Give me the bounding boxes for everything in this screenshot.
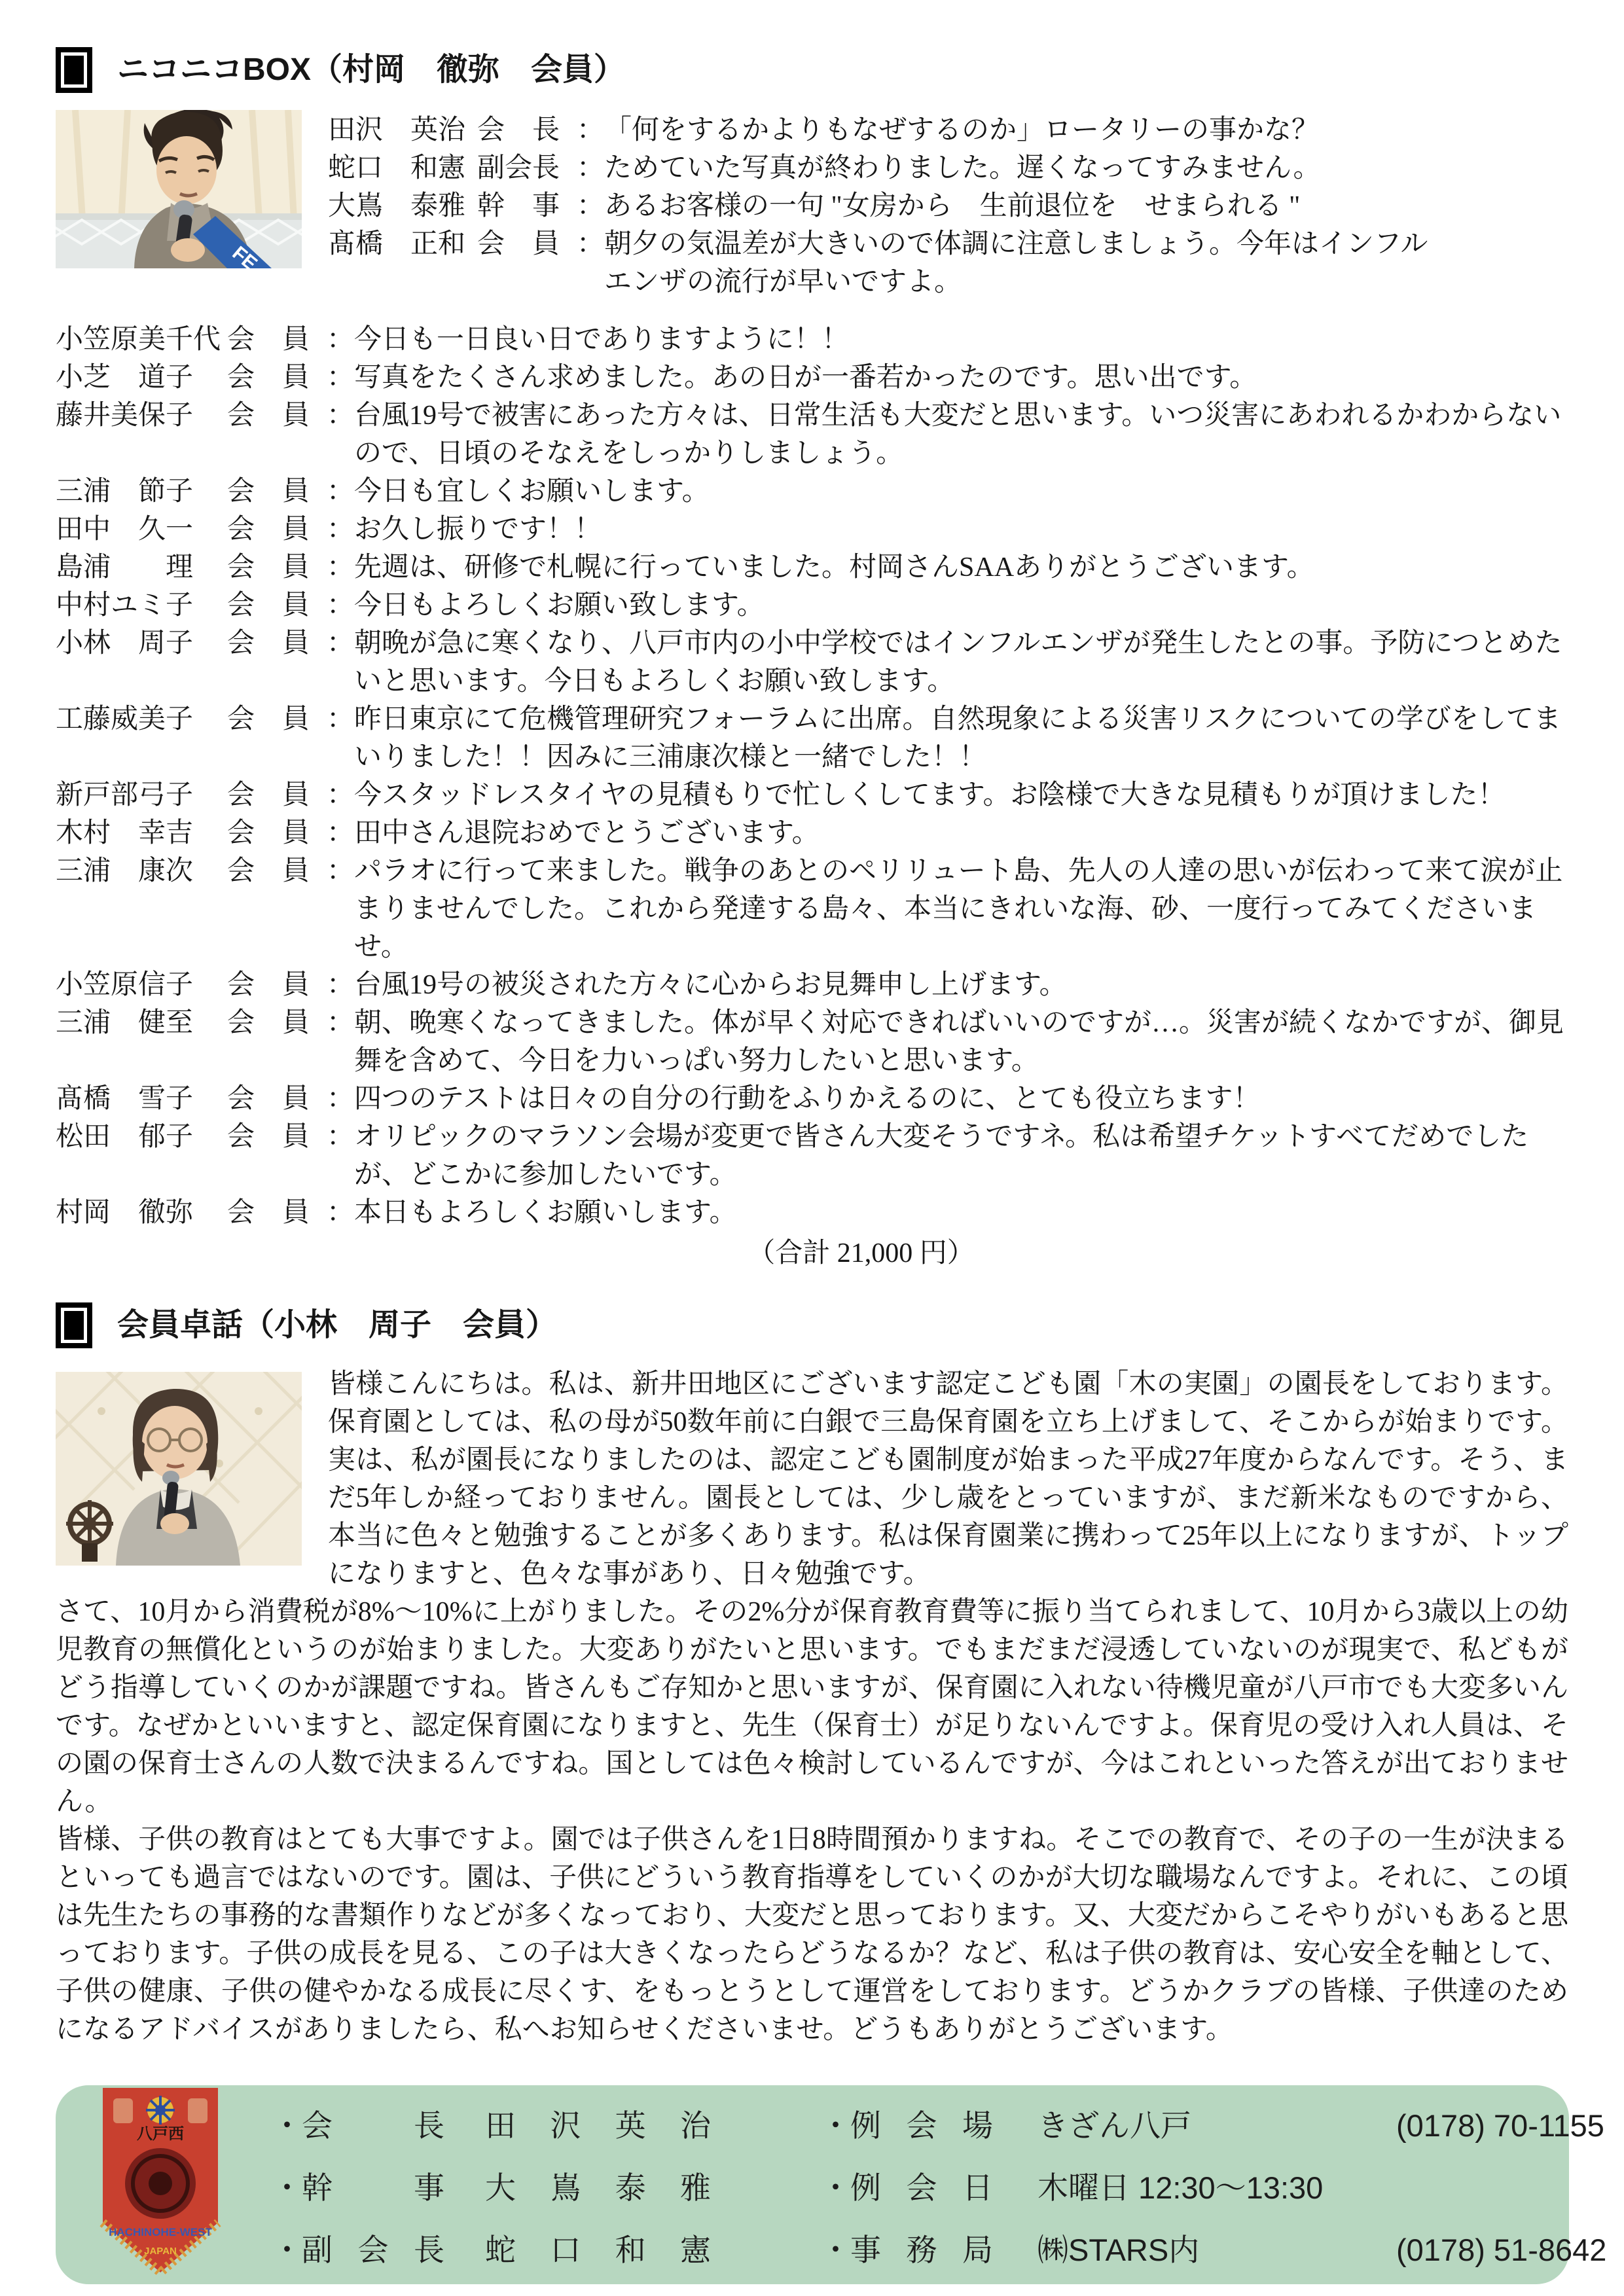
member-name: 髙橋 雪子 bbox=[56, 1084, 194, 1114]
footer-officers-column bbox=[272, 2094, 711, 2281]
member-comment-row bbox=[56, 397, 1568, 473]
talk-paragraph-3: 皆様、子供の教育はとても大事ですよ。園では子供さんを1日8時間預かりますね。そこでの教育で、その子の一生が決まるといっても過言ではないのです。園は、子供にどういう教育指導をしていくのかが大切な職場なんですよ。それに、この頃は先生たちの事務的な書類作りなどが多くなっており、大変だと思っております。又、大変だからこそやりがいもあると思っております。子供の成長を見る、この子は大きくなったらどうなるか？など、私は子供の教育は、安心安全を軸として、子供の健康、子供の健やかなる成長に尽くす、をもっとうとして運営をしております。どうかクラブの皆様、子供達のためになるアドバイスがありましたら、私へお知らせくださいませ。どうもありがとうございます。 bbox=[56, 1825, 1568, 2045]
officer-message: 「何をするかよりもなぜするのか」ロータリーの事かな？ bbox=[604, 115, 1320, 145]
colon-separator: ： bbox=[577, 191, 605, 221]
footer-officer-label: 副会長 bbox=[302, 2232, 444, 2267]
member-message: 写真をたくさん求めました。あの日が一番若かったのです。思い出です。 bbox=[354, 363, 1257, 393]
footer-info-row bbox=[820, 2094, 1606, 2157]
officer-role: 会 員 bbox=[477, 229, 560, 259]
club-info-footer bbox=[56, 2085, 1607, 2284]
officer-role: 幹 事 bbox=[477, 191, 560, 221]
section-square-icon bbox=[56, 1302, 92, 1348]
member-message: 先週は、研修で札幌に行っていました。村岡さんSAAありがとうございます。 bbox=[354, 552, 1314, 583]
footer-info-phone: (0178) 70-1155 bbox=[1396, 2108, 1604, 2143]
member-role: 会 員 bbox=[227, 856, 310, 886]
member-role: 会 員 bbox=[227, 970, 310, 1000]
colon-separator: ： bbox=[327, 1198, 355, 1228]
footer-info-value: きざん八戸 bbox=[1038, 2108, 1191, 2143]
colon-separator: ： bbox=[327, 1008, 355, 1038]
member-name: 小笠原信子 bbox=[56, 970, 194, 1000]
colon-separator: ： bbox=[327, 514, 355, 545]
member-name: 三浦 節子 bbox=[56, 476, 194, 507]
talk-paragraph-2: さて、10月から消費税が8%～10%に上がりました。その2%分が保育教育費等に振り当てられまして、10月から3歳以上の幼児教育の無償化というのが始まりました。大変ありがたいと思います。でもまだまだ浸透していないのが現実で、私どもがどう指導していくのかが課題ですね。皆さんもご存知かと思いますが、保育園に入れない待機児童が八戸市でも大変多いんです。なぜかといいますと、認定保育園になりますと、先生（保育士）が足りないんですよ。保育児の受け入れ人員は、その園の保育士さんの人数で決まるんですね。国としては色々検討しているんですが、今はこれといった答えが出ておりません。 bbox=[56, 1597, 1568, 1817]
colon-separator: ： bbox=[327, 590, 355, 620]
member-message: オリピックのマラソン会場が変更で皆さん大変そうですネ。私は希望チケットすべてだめでしたが、どこかに参加したいです。 bbox=[354, 1122, 1529, 1190]
bullet-icon: ・ bbox=[820, 2170, 851, 2205]
officer-name: 蛇口 和憲 bbox=[328, 153, 466, 183]
member-name: 松田 郁子 bbox=[56, 1122, 194, 1152]
officer-comment-row bbox=[328, 111, 1568, 149]
colon-separator: ： bbox=[327, 780, 355, 810]
member-name: 田中 久一 bbox=[56, 514, 194, 545]
bullet-icon: ・ bbox=[272, 2170, 302, 2205]
bullet-icon: ・ bbox=[272, 2108, 302, 2143]
nicobox-total-amount: （合計 21,000 円） bbox=[748, 1238, 975, 1268]
member-message: 台風19号の被災された方々に心からお見舞申し上げます。 bbox=[354, 970, 1067, 1000]
member-role: 会 員 bbox=[227, 590, 310, 620]
colon-separator: ： bbox=[577, 153, 605, 183]
member-comment-row bbox=[56, 1080, 1568, 1118]
svg-text:FE: FE bbox=[228, 242, 262, 268]
officer-comments bbox=[328, 110, 1568, 301]
member-comment-row bbox=[56, 511, 1568, 548]
talk-paragraph-1: 皆様こんにちは。私は、新井田地区にございます認定こども園「木の実園」の園長をしております。保育園としては、私の母が50数年前に白銀で三島保育園を立ち上げまして、そこからが始まりです。実は、私が園長になりましたのは、認定こども園制度が始まった平成27年度からなんです。そう、まだ5年しか経っておりません。園長としては、少し歳をとっていますが、まだ新米なものですから、本当に色々と勉強することが多くあります。私は保育園業に携わって25年以上になりますが、トップになりますと、色々な事があり、日々勉強です。 bbox=[328, 1369, 1568, 1589]
colon-separator: ： bbox=[327, 628, 355, 658]
colon-separator: ： bbox=[577, 229, 605, 259]
officer-comment-row bbox=[328, 187, 1568, 225]
woman-with-microphone-photo bbox=[56, 1372, 302, 1566]
member-name: 村岡 徹弥 bbox=[56, 1198, 194, 1228]
member-message: 朝晩が急に寒くなり、八戸市内の小中学校ではインフルエンザが発生したとの事。予防につとめたいと思います。今日もよろしくお願い致します。 bbox=[354, 628, 1562, 696]
officer-comment-row bbox=[328, 225, 1568, 301]
colon-separator: ： bbox=[327, 325, 355, 355]
talk-body bbox=[56, 1365, 1568, 2049]
member-message: 今日も一日良い日でありますように！！ bbox=[354, 325, 850, 355]
member-comment-row bbox=[56, 814, 1568, 852]
member-comment-row bbox=[56, 586, 1568, 624]
footer-info-phone: (0178) 51-8642 bbox=[1396, 2232, 1607, 2267]
member-role: 会 員 bbox=[227, 704, 310, 734]
member-comment-row bbox=[56, 1118, 1568, 1194]
member-message: 本日もよろしくお願いします。 bbox=[354, 1198, 737, 1228]
footer-info-value: ㈱STARS内 bbox=[1038, 2232, 1200, 2267]
footer-officer-label: 会長 bbox=[302, 2108, 444, 2143]
member-comment-row bbox=[56, 1004, 1568, 1080]
club-banner bbox=[96, 2088, 225, 2293]
footer-info-label: 例会日 bbox=[850, 2170, 993, 2205]
member-comment-row bbox=[56, 700, 1568, 776]
member-comment-row bbox=[56, 966, 1568, 1004]
nicobox-speaker-photo bbox=[56, 110, 302, 301]
footer-officer-label: 幹事 bbox=[302, 2170, 444, 2205]
member-name: 木村 幸吉 bbox=[56, 818, 194, 848]
banner-country: JAPAN bbox=[144, 2246, 177, 2257]
bullet-icon: ・ bbox=[272, 2232, 302, 2267]
colon-separator: ： bbox=[327, 818, 355, 848]
nicobox-section-title: ニコニコBOX（村岡 徹弥 会員） bbox=[117, 52, 626, 87]
footer-info-value: 木曜日 12:30～13:30 bbox=[1038, 2170, 1324, 2205]
member-comment-row bbox=[56, 776, 1568, 814]
member-comment-row bbox=[56, 321, 1568, 359]
member-name: 三浦 健至 bbox=[56, 1008, 194, 1038]
member-name: 工藤威美子 bbox=[56, 704, 194, 734]
nicobox-section-header bbox=[56, 47, 1568, 93]
member-comment-row bbox=[56, 473, 1568, 511]
member-role: 会 員 bbox=[227, 1008, 310, 1038]
footer-info-column bbox=[820, 2094, 1606, 2281]
officer-message: 朝夕の気温差が大きいので体調に注意しましょう。今年はインフルエンザの流行が早いですよ。 bbox=[604, 229, 1428, 297]
colon-separator: ： bbox=[327, 401, 355, 431]
member-role: 会 員 bbox=[227, 780, 310, 810]
member-message: 今日もよろしくお願い致します。 bbox=[354, 590, 765, 620]
talk-section-header bbox=[56, 1302, 1568, 1348]
member-message: 今日も宜しくお願いします。 bbox=[354, 476, 710, 507]
member-comment-row bbox=[56, 624, 1568, 700]
colon-separator: ： bbox=[327, 1122, 355, 1152]
bullet-icon: ・ bbox=[820, 2232, 851, 2267]
talk-speaker-photo bbox=[56, 1372, 302, 1576]
member-message: 四つのテストは日々の自分の行動をふりかえるのに、とても役立ちます！ bbox=[354, 1084, 1261, 1114]
member-message: 田中さん退院おめでとうございます。 bbox=[354, 818, 820, 848]
member-role: 会 員 bbox=[227, 401, 310, 431]
member-comments-list bbox=[56, 321, 1568, 1232]
member-name: 小林 周子 bbox=[56, 628, 194, 658]
footer-officer-row bbox=[272, 2219, 711, 2281]
member-role: 会 員 bbox=[227, 552, 310, 583]
member-comment-row bbox=[56, 548, 1568, 586]
officer-message: あるお客様の一句 "女房から 生前退位を せまられる " bbox=[604, 191, 1301, 221]
member-name: 小芝 道子 bbox=[56, 363, 194, 393]
footer-officer-row bbox=[272, 2157, 711, 2219]
member-role: 会 員 bbox=[227, 514, 310, 545]
officer-message: ためていた写真が終わりました。遅くなってすみません。 bbox=[604, 153, 1321, 183]
member-comment-row bbox=[56, 852, 1568, 966]
colon-separator: ： bbox=[327, 552, 355, 583]
footer-officer-row bbox=[272, 2094, 711, 2157]
member-name: 中村ユミ子 bbox=[56, 590, 194, 620]
member-role: 会 員 bbox=[227, 325, 310, 355]
banner-kanji: 八戸西 bbox=[137, 2125, 184, 2143]
member-role: 会 員 bbox=[227, 1198, 310, 1228]
member-message: 台風19号で被害にあった方々は、日常生活も大変だと思います。いつ災害にあわれるかわからないので、日頃のそなえをしっかりしましょう。 bbox=[354, 401, 1562, 469]
member-message: 昨日東京にて危機管理研究フォーラムに出席。自然現象による災害リスクについての学びをしてまいりました！！因みに三浦康次様と一緒でした！！ bbox=[354, 704, 1561, 772]
officer-name: 髙橋 正和 bbox=[328, 229, 466, 259]
officer-name: 田沢 英治 bbox=[328, 115, 466, 145]
colon-separator: ： bbox=[327, 704, 355, 734]
colon-separator: ： bbox=[327, 363, 355, 393]
footer-info-row bbox=[820, 2157, 1606, 2219]
footer-info-row bbox=[820, 2219, 1606, 2281]
officer-comment-row bbox=[328, 149, 1568, 187]
bullet-icon: ・ bbox=[820, 2108, 851, 2143]
section-square-icon bbox=[56, 47, 92, 93]
footer-officer-name: 田沢英治 bbox=[485, 2108, 711, 2143]
member-role: 会 員 bbox=[227, 476, 310, 507]
footer-officer-name: 大嶌泰雅 bbox=[485, 2170, 711, 2205]
member-name: 新戸部弓子 bbox=[56, 780, 194, 810]
member-role: 会 員 bbox=[227, 628, 310, 658]
member-comment-row bbox=[56, 359, 1568, 397]
footer-info-label: 事務局 bbox=[850, 2232, 993, 2267]
colon-separator: ： bbox=[327, 970, 355, 1000]
colon-separator: ： bbox=[327, 1084, 355, 1114]
footer-info-label: 例会場 bbox=[850, 2108, 993, 2143]
member-role: 会 員 bbox=[227, 818, 310, 848]
nicobox-top-block bbox=[56, 110, 1568, 301]
member-message: 今スタッドレスタイヤの見積もりで忙しくしてます。お陰様で大きな見積もりが頂けました！ bbox=[354, 780, 1506, 810]
footer-officer-name: 蛇口和憲 bbox=[485, 2232, 711, 2267]
member-name: 藤井美保子 bbox=[56, 401, 194, 431]
officer-role: 副会長 bbox=[477, 153, 560, 183]
member-message: お久し振りです！！ bbox=[354, 514, 602, 545]
member-role: 会 員 bbox=[227, 1084, 310, 1114]
member-role: 会 員 bbox=[227, 363, 310, 393]
member-name: 小笠原美千代 bbox=[56, 325, 221, 355]
colon-separator: ： bbox=[327, 476, 355, 507]
member-name: 島浦 理 bbox=[56, 552, 194, 583]
officer-name: 大嶌 泰雅 bbox=[328, 191, 466, 221]
man-with-microphone-photo bbox=[56, 110, 302, 268]
member-role: 会 員 bbox=[227, 1122, 310, 1152]
hachinohe-west-pennant bbox=[96, 2088, 225, 2284]
member-message: パラオに行って来ました。戦争のあとのペリリュート島、先人の人達の思いが伝わって来て涙が止まりませんでした。これから発達する島々、本当にきれいな海、砂、一度行ってみてくださいませ。 bbox=[354, 856, 1563, 962]
colon-separator: ： bbox=[327, 856, 355, 886]
banner-en: HACHINOHE-WEST bbox=[109, 2226, 212, 2238]
colon-separator: ： bbox=[577, 115, 605, 145]
member-name: 三浦 康次 bbox=[56, 856, 194, 886]
member-message: 朝、晩寒くなってきました。体が早く対応できればいいのですが…。災害が続くなかですが、御見舞を含めて、今日を力いっぱい努力したいと思います。 bbox=[354, 1008, 1564, 1076]
talk-section-title: 会員卓話（小林 周子 会員） bbox=[117, 1308, 558, 1342]
officer-role: 会 長 bbox=[477, 115, 560, 145]
member-comment-row bbox=[56, 1194, 1568, 1232]
